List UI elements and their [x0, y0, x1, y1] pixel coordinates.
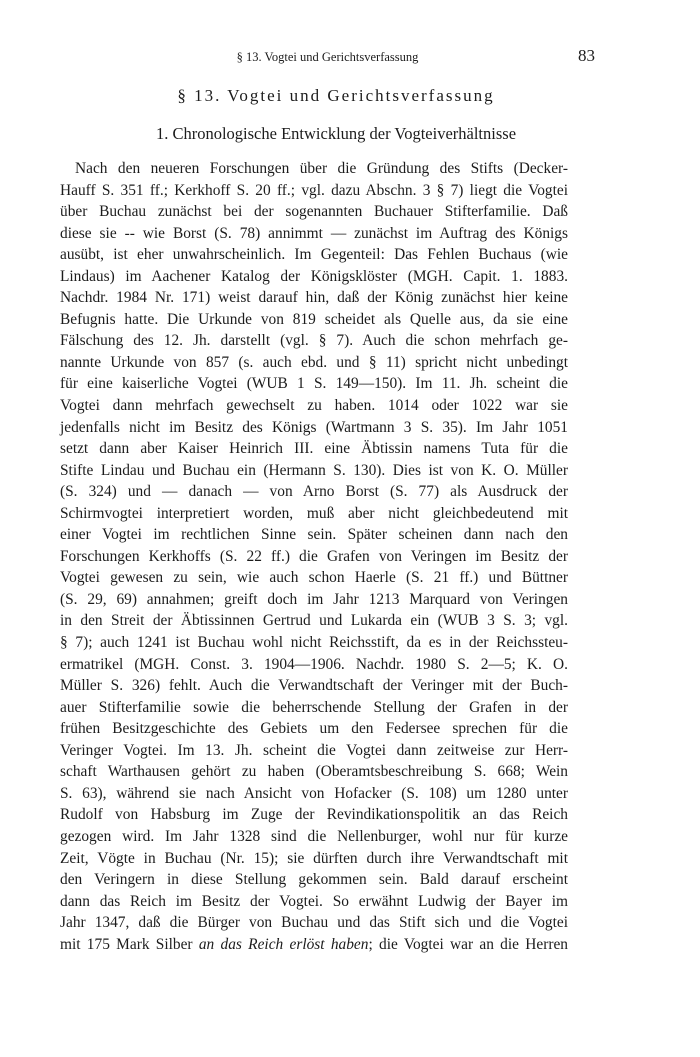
text-line: für eine kaiserliche Vogtei (WUB 1 S. 149—150). Im 11. Jh. scheint die	[60, 375, 568, 393]
text-line: setzt dann aber Kaiser Heinrich III. eine Äbtissin namens Tuta für die	[60, 440, 568, 458]
text-line: diese sie -- wie Borst (S. 78) annimmt — zunächst im Auftrag des Königs	[60, 224, 568, 242]
text-line: Rudolf von Habsburg im Zuge der Revindikationspolitik an das Reich	[60, 806, 568, 824]
section-title: § 13. Vogtei und Gerichtsverfassung	[177, 86, 495, 105]
text-segment: mit 175 Mark Silber	[60, 935, 199, 953]
text-line: Nach den neueren Forschungen über die Gründung des Stifts (Decker-	[75, 160, 568, 177]
text-line: Veringer Vogtei. Im 13. Jh. scheint die Vogtei dann zeitweise zur Herr-	[60, 741, 568, 759]
text-line: S. 63), während sie nach Ansicht von Hofacker (S. 108) um 1280 unter	[60, 784, 568, 802]
text-line: Hauff S. 351 ff.; Kerkhoff S. 20 ff.; vgl. dazu Abschn. 3 § 7) liegt die Vogtei	[60, 181, 568, 199]
text-line: jedenfalls nicht im Besitz des Königs (Wartmann 3 S. 35). Im Jahr 1051	[60, 418, 568, 436]
text-line: Vogtei dann mehrfach gewechselt zu haben. 1014 oder 1022 war sie	[60, 397, 568, 415]
text-line: § 7); auch 1241 ist Buchau wohl nicht Reichsstift, da es in der Reichssteu-	[60, 634, 568, 652]
text-line: Zeit, Vögte in Buchau (Nr. 15); sie dürften durch ihre Verwandtschaft mit	[60, 849, 568, 867]
running-head-title: § 13. Vogtei und Gerichtsverfassung	[236, 50, 419, 64]
running-head	[60, 46, 595, 70]
text-line: ermatrikel (MGH. Const. 3. 1904—1906. Nachdr. 1980 S. 2—5; K. O.	[60, 655, 568, 673]
text-line: Lindaus) im Aachener Katalog der Königsklöster (MGH. Capit. 1. 1883.	[60, 267, 568, 285]
text-line: einer Vogtei im rechtlichen Sinne sein. Später scheinen dann nach den	[60, 526, 568, 544]
text-line: Fälschung des 12. Jh. darstellt (vgl. § 7). Auch die schon mehrfach ge-	[60, 332, 568, 350]
text-line: Schirmvogtei interpretiert worden, muß aber nicht gleichbedeutend mit	[60, 504, 568, 522]
text-segment: ; die Vogtei war an die Herren	[368, 935, 568, 953]
text-line: Stifte Lindau und Buchau ein (Hermann S. 130). Dies ist von K. O. Müller	[60, 461, 568, 479]
page-number: 83	[578, 46, 595, 65]
text-line: in den Streit der Äbtissinnen Gertrud und Lukarda ein (WUB 3 S. 3; vgl.	[60, 612, 568, 630]
text-line: nannte Urkunde von 857 (s. auch ebd. und § 11) spricht nicht unbedingt	[60, 353, 568, 371]
text-line: schaft Warthausen gehört zu haben (Oberamtsbeschreibung S. 668; Wein	[60, 763, 568, 781]
text-line: Jahr 1347, daß die Bürger von Buchau und das Stift sich und die Vogtei	[60, 914, 568, 932]
text-line: (S. 29, 69) annahmen; greift doch im Jahr 1213 Marquard von Veringen	[60, 590, 568, 608]
text-line	[60, 934, 568, 956]
text-line: Befugnis hatte. Die Urkunde von 819 scheidet als Quelle aus, da sie eine	[60, 310, 568, 328]
text-line: über Buchau zunächst bei der sogenannten Buchauer Stifterfamilie. Daß	[60, 203, 568, 221]
text-line: frühen Besitzgeschichte des Gebiets um den Federsee sprechen für die	[60, 720, 568, 738]
italic-quote: an das Reich erlöst haben	[198, 935, 369, 953]
subsection-title: 1. Chronologische Entwicklung der Vogteiverhältnisse	[155, 124, 517, 143]
text-line: den Veringern in diese Stellung gekommen sein. Bald darauf erscheint	[60, 871, 568, 889]
text-line: Nachdr. 1984 Nr. 171) weist darauf hin, daß der König zunächst hier keine	[60, 289, 568, 307]
body-paragraph	[60, 158, 568, 955]
text-line: Vogtei gewesen zu sein, wie auch schon Haerle (S. 21 ff.) und Büttner	[60, 569, 568, 587]
text-line: ausübt, ist eher unwahrscheinlich. Im Gegenteil: Das Fehlen Buchaus (wie	[60, 246, 568, 264]
text-line: (S. 324) und — danach — von Arno Borst (S. 77) als Ausdruck der	[60, 483, 568, 501]
text-line: dann das Reich im Besitz der Vogtei. So erwähnt Ludwig der Bayer im	[60, 892, 568, 910]
text-line: Forschungen Kerkhoffs (S. 22 ff.) die Grafen von Veringen im Besitz der	[60, 547, 568, 565]
text-line: gezogen wird. Im Jahr 1328 sind die Nellenburger, wohl nur für kurze	[60, 827, 568, 845]
text-line: auer Stifterfamilie sowie die beherrschende Stellung der Grafen in der	[60, 698, 568, 716]
text-line: Müller S. 326) fehlt. Auch die Verwandtschaft der Veringer mit der Buch-	[60, 677, 568, 695]
